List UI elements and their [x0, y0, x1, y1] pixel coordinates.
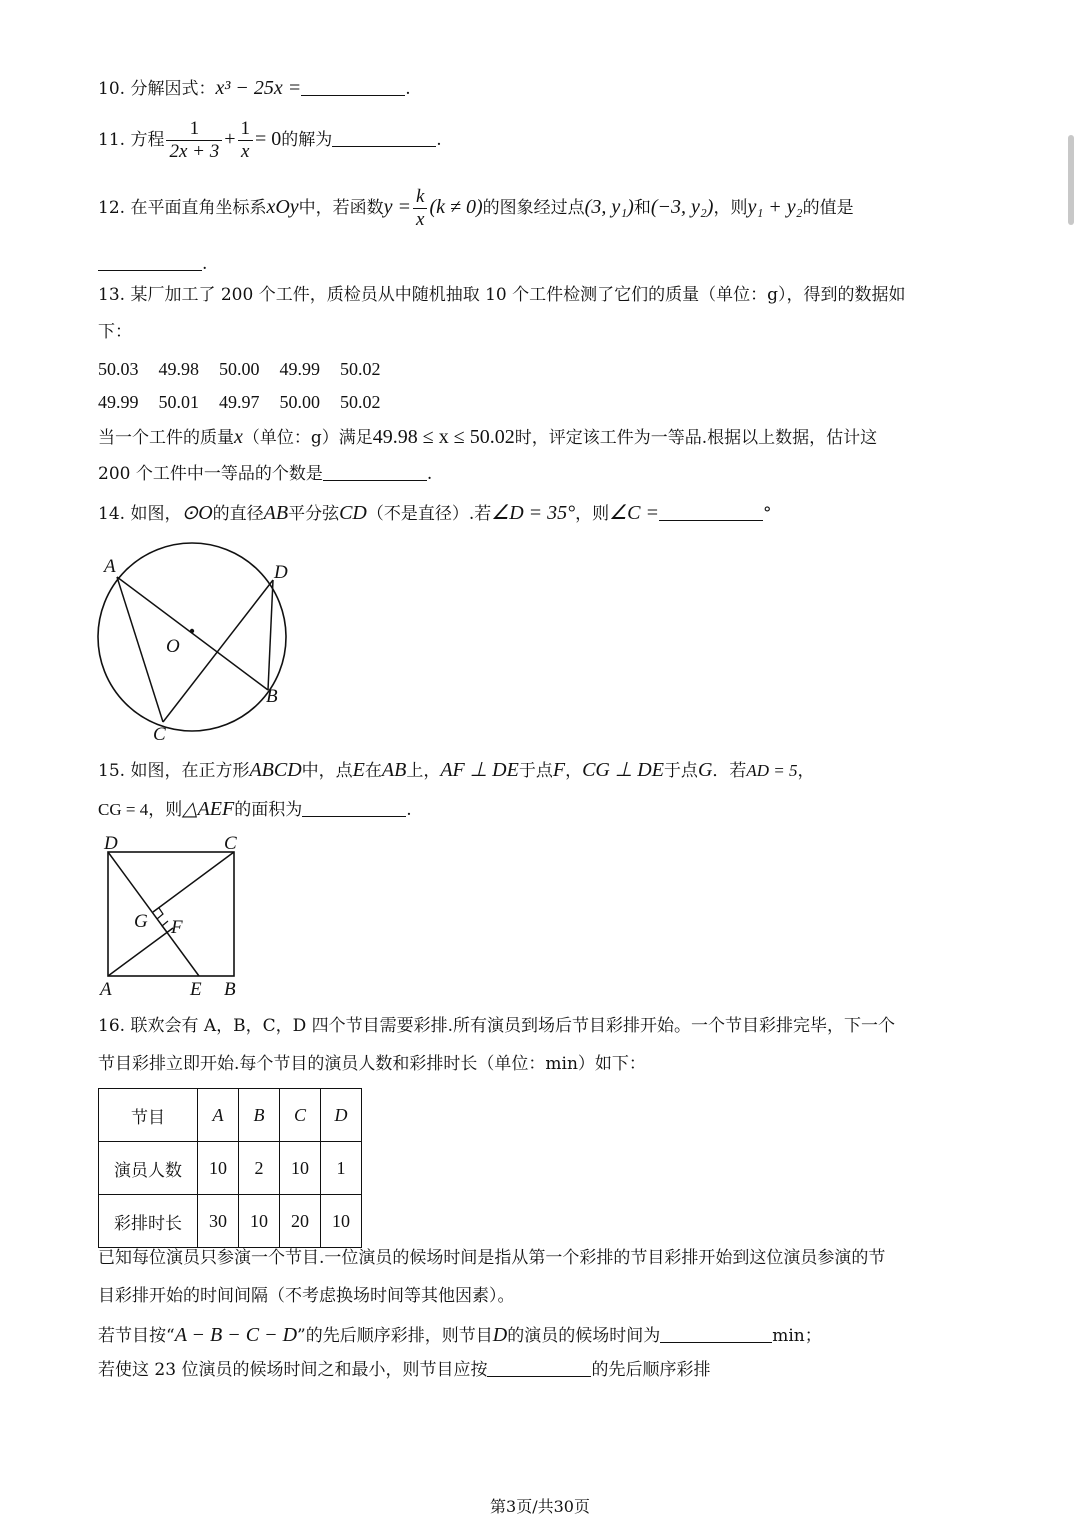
fraction: $\frac{k}{x}$: [413, 186, 427, 231]
question-15-line2: CG = 4，则△AEF的面积为 .: [98, 798, 412, 820]
question-12: 12. 在平面直角坐标系xOy中，若函数y = $\frac{k}{x}$ (k ≠ 0)的图象经过点(3, y₁)和(−3, y₂)，则y₁ + y₂的值是: [98, 186, 854, 230]
segment-cg: [153, 852, 234, 912]
label-d: D: [104, 833, 118, 854]
q11-text: 11. 方程: [98, 129, 165, 150]
right-angle-g: [157, 908, 163, 919]
chord-db: [268, 580, 273, 690]
answer-blank[interactable]: [98, 268, 202, 271]
fraction: $\frac{1}{x}$: [238, 118, 254, 163]
chord-ac: [117, 577, 163, 722]
label-g: G: [134, 911, 148, 932]
q10-text: 10. 分解因式：: [98, 79, 216, 99]
q16-line6: 若使这 23 位演员的候场时间之和最小，则节目应按 的先后顺序彩排: [98, 1360, 711, 1380]
fraction: $\frac{1}{2x + 3}$: [166, 118, 222, 163]
answer-blank[interactable]: [660, 1340, 772, 1343]
circle-o: [98, 543, 286, 731]
label-o: O: [166, 636, 180, 657]
q13-line4: 200 个工件中一等品的个数是 .: [98, 464, 433, 484]
square-abcd: [108, 852, 234, 976]
question-14: 14. 如图，⊙O的直径AB平分弦CD（不是直径）.若∠D = 35°，则∠C = °: [98, 502, 772, 524]
q13-data-row1: 50.03 49.98 50.00 49.99 50.02: [98, 359, 381, 379]
question-11: 11. 方程 $\frac{1}{2x + 3}$ + $\frac{1}{x}$ = 0的解为 .: [98, 118, 442, 162]
label-d: D: [274, 562, 288, 583]
scrollbar[interactable]: [1068, 135, 1074, 225]
page-footer: 第3页/共30页: [490, 1497, 590, 1516]
q16-line2: 节目彩排立即开始.每个节目的演员人数和彩排时长（单位：min）如下：: [98, 1054, 646, 1074]
rehearsal-table: [98, 1088, 362, 1248]
center-point: [190, 629, 194, 633]
label-c: C: [224, 833, 237, 854]
q16-line5: 若节目按“A − B − C − D”的先后顺序彩排，则节目D的演员的候场时间为 min；: [98, 1324, 822, 1346]
table-row: 彩排时长 30 10 20 10: [99, 1195, 362, 1248]
segment-af: [108, 928, 173, 976]
segment-de: [108, 852, 199, 976]
answer-blank[interactable]: [487, 1374, 591, 1377]
label-c: C: [153, 724, 166, 745]
answer-blank[interactable]: [659, 518, 763, 521]
q13-line3: 当一个工件的质量x（单位：g）满足49.98 ≤ x ≤ 50.02时，评定该工件为一等品.根据以上数据，估计这: [98, 426, 878, 448]
answer-blank[interactable]: [302, 814, 406, 817]
right-angle-f: [162, 921, 168, 932]
answer-blank[interactable]: [323, 478, 427, 481]
label-f: F: [171, 917, 183, 938]
label-a: A: [104, 556, 116, 577]
label-a: A: [100, 979, 112, 1000]
q10-expression: x³ − 25x =: [215, 77, 302, 99]
label-b: B: [224, 979, 236, 1000]
table-row: 演员人数 10 2 10 1: [99, 1142, 362, 1195]
q13-line2: 下：: [98, 322, 132, 342]
question-12-answer: .: [98, 256, 207, 273]
circle-figure: [90, 540, 300, 745]
q13-data-row2: 49.99 50.01 49.97 50.00 50.02: [98, 392, 381, 412]
table-header-row: 节目 A B C D: [99, 1089, 362, 1142]
question-15: 15. 如图，在正方形ABCD中，点E在AB上，AF ⊥ DE于点F，CG ⊥ DE于点G．若AD = 5，: [98, 759, 815, 781]
q16-line4: 目彩排开始的时间间隔（不考虑换场时间等其他因素）。: [98, 1286, 515, 1306]
q16-line1: 16. 联欢会有 A，B，C，D 四个节目需要彩排.所有演员到场后节目彩排开始。一个节目彩排完毕，下一个: [98, 1016, 896, 1036]
diameter-ab: [117, 577, 268, 690]
answer-blank[interactable]: [332, 144, 436, 147]
answer-blank[interactable]: [301, 93, 405, 96]
q16-line3: 已知每位演员只参演一个节目.一位演员的候场时间是指从第一个彩排的节目彩排开始到这位演员参演的节: [98, 1248, 886, 1268]
label-b: B: [266, 686, 278, 707]
label-e: E: [190, 979, 202, 1000]
square-figure: [96, 830, 256, 1000]
question-10: 10. 分解因式：x³ − 25x = .: [98, 77, 411, 99]
q13-line1: 13. 某厂加工了 200 个工件，质检员从中随机抽取 10 个工件检测了它们的质量（单位：g），得到的数据如: [98, 285, 906, 305]
